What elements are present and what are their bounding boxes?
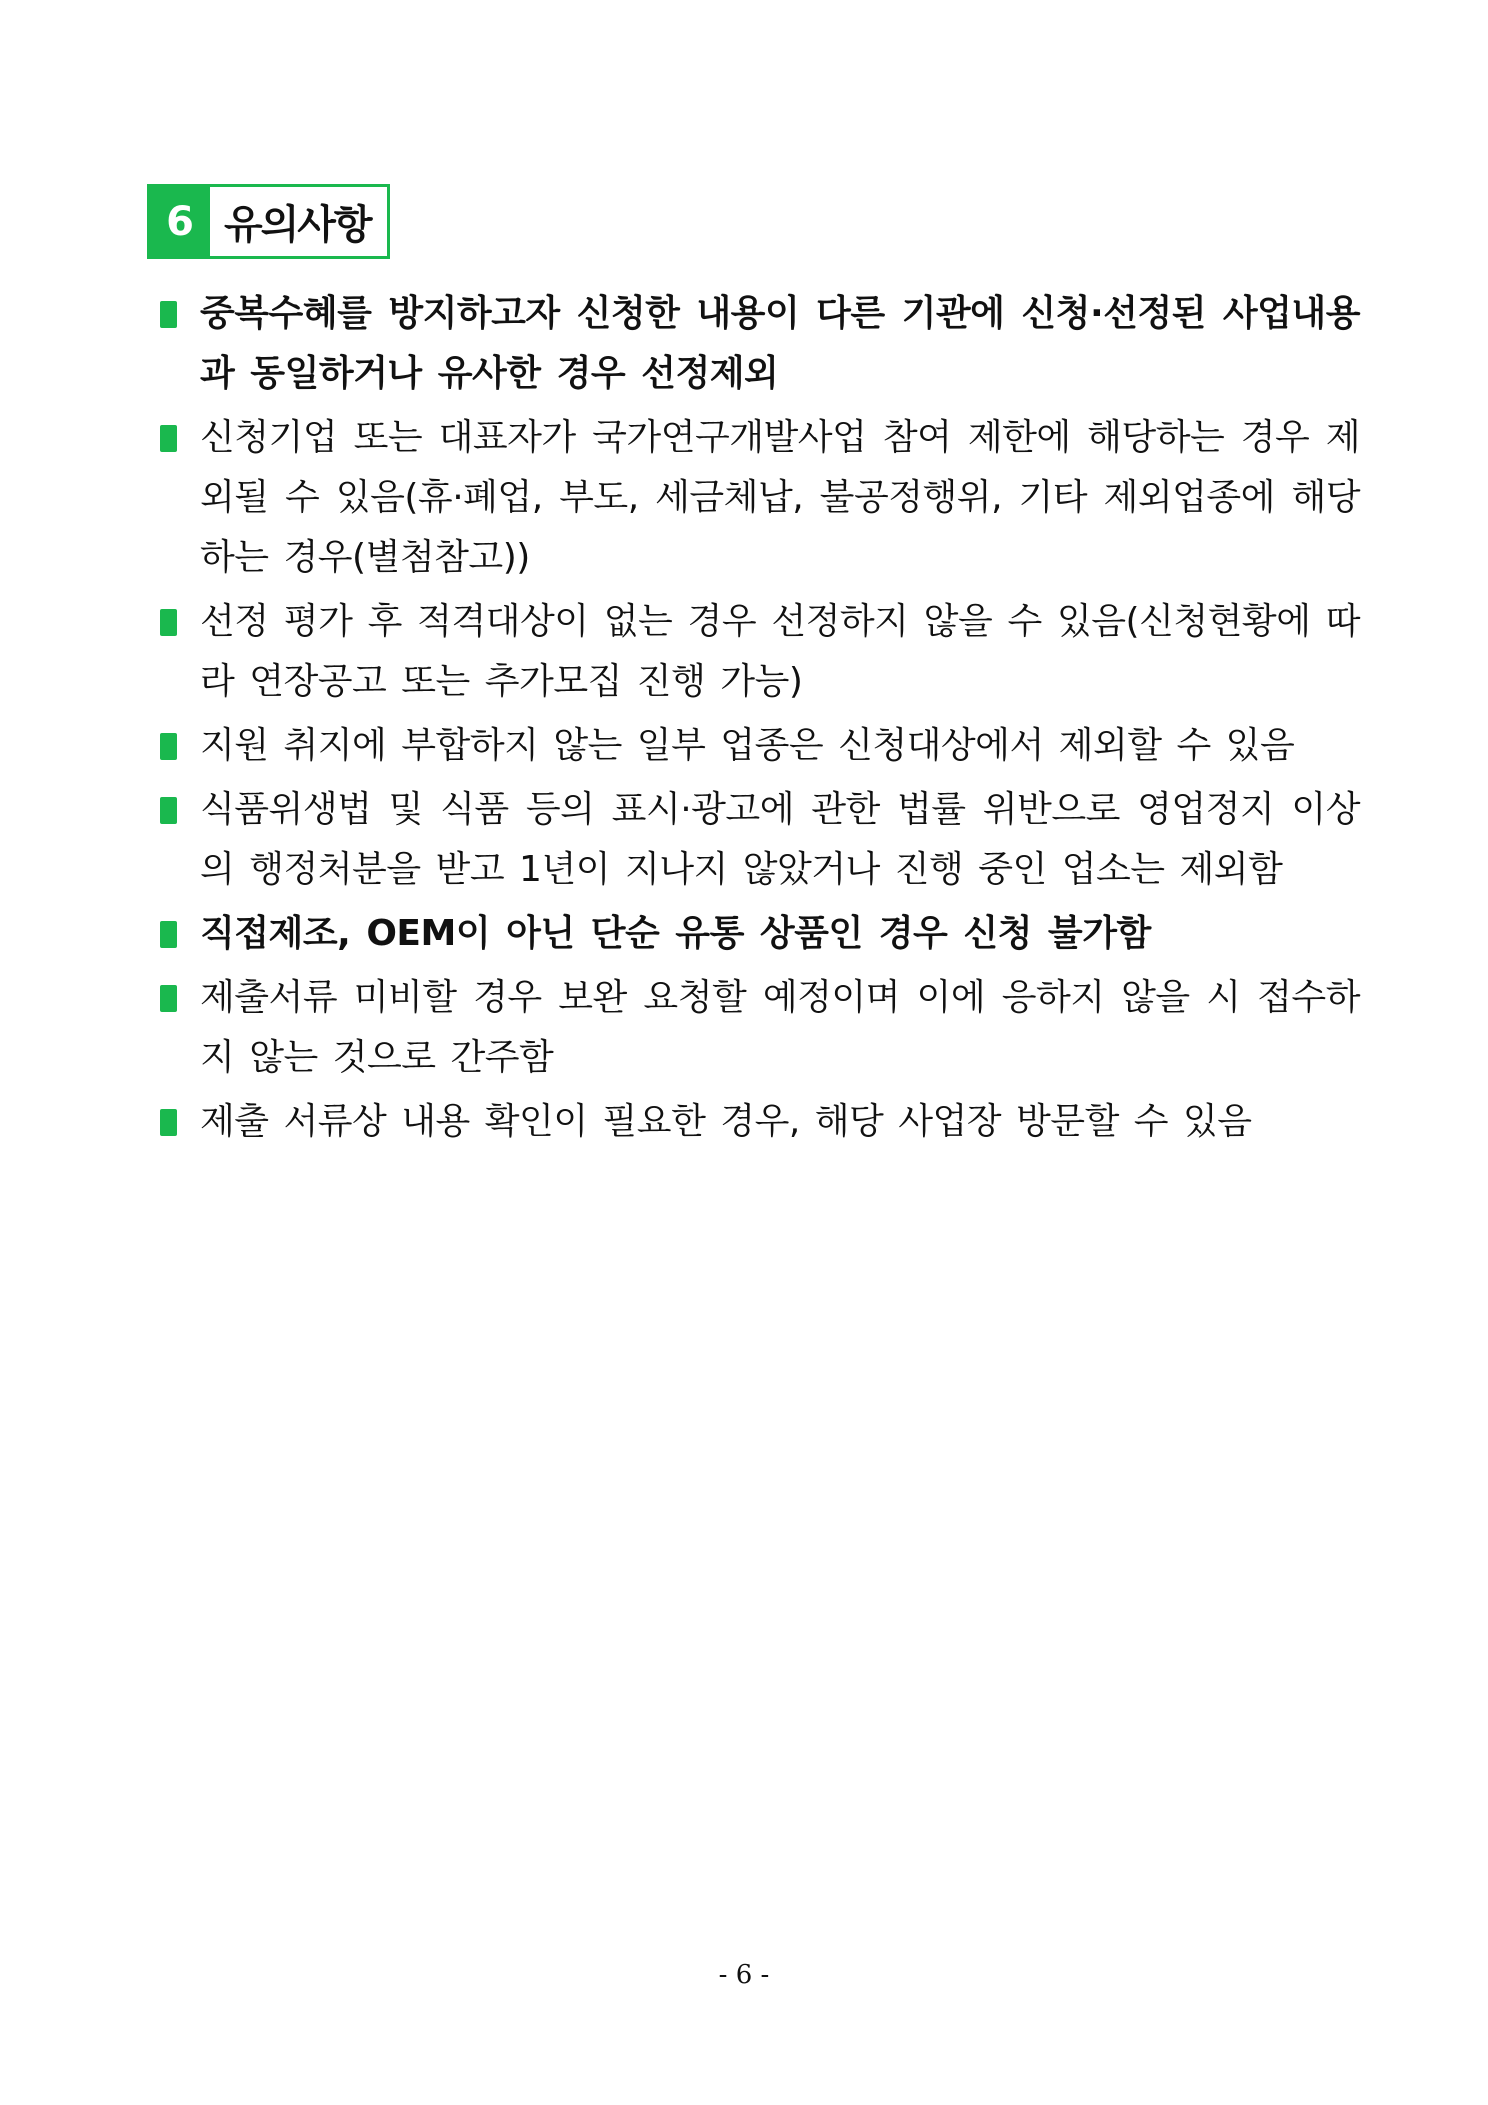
notice-text: 제출 서류상 내용 확인이 필요한 경우, 해당 사업장 방문할 수 있음 xyxy=(200,1101,1252,1142)
bullet-icon xyxy=(160,301,177,328)
section-heading xyxy=(147,184,390,259)
notice-item xyxy=(160,592,1360,712)
bullet-icon xyxy=(160,733,177,760)
notice-item xyxy=(160,904,1360,964)
page-number: - 6 - xyxy=(718,1960,770,1990)
notice-item xyxy=(160,780,1360,900)
notice-text: 중복수혜를 방지하고자 신청한 내용이 다른 기관에 신청·선정된 사업내용과 동일하거나 유사한 경우 선정제외 xyxy=(200,293,1360,394)
notice-text: 제출서류 미비할 경우 보완 요청할 예정이며 이에 응하지 않을 시 접수하지 않는 것으로 간주함 xyxy=(200,977,1360,1078)
notice-item xyxy=(160,1092,1360,1152)
notice-item xyxy=(160,284,1360,404)
bullet-icon xyxy=(160,1109,177,1136)
bullet-icon xyxy=(160,797,177,824)
bullet-icon xyxy=(160,985,177,1012)
bullet-icon xyxy=(160,425,177,452)
section-number: 6 xyxy=(150,187,210,256)
notice-text: 지원 취지에 부합하지 않는 일부 업종은 신청대상에서 제외할 수 있음 xyxy=(200,725,1295,766)
notice-text: 직접제조, OEM이 아닌 단순 유통 상품인 경우 신청 불가함 xyxy=(200,913,1151,954)
bullet-icon xyxy=(160,609,177,636)
notice-item xyxy=(160,408,1360,588)
notice-item xyxy=(160,716,1360,776)
notice-text: 신청기업 또는 대표자가 국가연구개발사업 참여 제한에 해당하는 경우 제외될 수 있음(휴·폐업, 부도, 세금체납, 불공정행위, 기타 제외업종에 해당하는 경우(별첨참고)) xyxy=(200,417,1360,578)
section-title: 유의사항 xyxy=(224,202,371,248)
notice-list xyxy=(160,284,1360,1156)
notice-text: 식품위생법 및 식품 등의 표시·광고에 관한 법률 위반으로 영업정지 이상의 행정처분을 받고 1년이 지나지 않았거나 진행 중인 업소는 제외함 xyxy=(200,789,1360,890)
notice-text: 선정 평가 후 적격대상이 없는 경우 선정하지 않을 수 있음(신청현황에 따라 연장공고 또는 추가모집 진행 가능) xyxy=(200,601,1360,702)
notice-item xyxy=(160,968,1360,1088)
bullet-icon xyxy=(160,921,177,948)
